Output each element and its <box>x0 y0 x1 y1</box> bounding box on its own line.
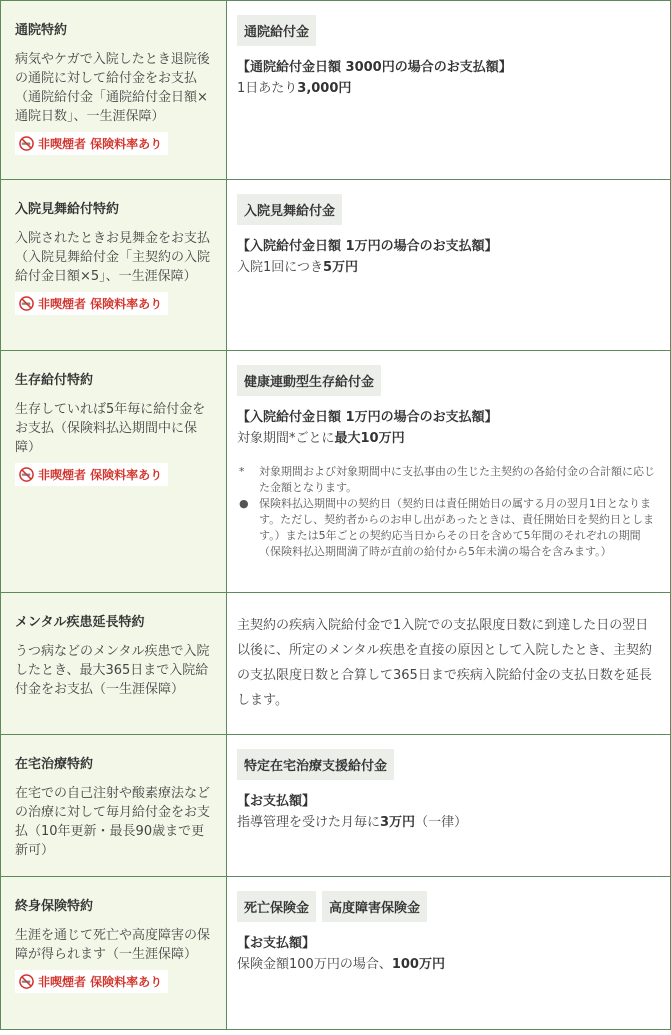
table-row <box>0 180 671 351</box>
payment-heading: 【お支払額】 <box>237 794 316 809</box>
footnote-mark: ● <box>239 497 249 510</box>
rider-description: 在宅での自己注射や酸素療法などの治療に対して毎月給付金をお支払（10年更新・最長90歳まで更新可） <box>15 786 211 858</box>
rider-name-cell <box>1 180 227 350</box>
benefit-cell <box>227 593 670 734</box>
payment-amount: 100万円 <box>391 957 445 972</box>
no-smoking-icon <box>19 467 34 482</box>
payment-prefix: 入院1回につき <box>237 260 324 275</box>
rider-name-cell <box>1 1 227 179</box>
payment-heading: 【入院給付金日額 1万円の場合のお支払額】 <box>237 239 498 254</box>
rider-title: メンタル疾患延長特約 <box>15 615 145 630</box>
table-row <box>0 351 671 593</box>
rider-title: 生存給付特約 <box>15 373 94 388</box>
rider-name-cell <box>1 351 227 592</box>
table-row <box>0 877 671 1030</box>
rider-name-cell <box>1 735 227 876</box>
rider-name-cell <box>1 877 227 1029</box>
payment-heading: 【通院給付金日額 3000円の場合のお支払額】 <box>237 60 512 75</box>
rider-title: 通院特約 <box>15 23 68 38</box>
benefit-cell <box>227 735 670 876</box>
payment-prefix: 1日あたり <box>237 81 298 96</box>
payment-suffix: （一律） <box>415 815 468 830</box>
badge-label: 非喫煙者 保険料率あり <box>38 137 163 151</box>
non-smoker-badge <box>15 132 168 155</box>
rider-name-cell <box>1 593 227 734</box>
payment-value <box>237 953 658 972</box>
benefit-description: 主契約の疾病入院給付金で1入院での支払限度日数に到達した日の翌日以後に、所定のメンタル疾患を直接の原因として入院したとき、主契約の支払限度日数と合算して365日まで疾病入院給付金の支払日数を延長します。 <box>237 618 652 708</box>
payment-value <box>237 77 658 96</box>
payment-value <box>237 256 658 275</box>
benefit-tag: 特定在宅治療支援給付金 <box>237 749 394 780</box>
rider-description: 生涯を通じて死亡や高度障害の保障が得られます（一生涯保障） <box>15 928 211 962</box>
non-smoker-badge <box>15 292 168 315</box>
rider-title: 入院見舞給付特約 <box>15 202 120 217</box>
badge-label: 非喫煙者 保険料率あり <box>38 975 163 989</box>
benefit-cell <box>227 877 670 1029</box>
footnote-text: 保険料払込期間中の契約日（契約日は責任開始日の属する月の翌月1日となります。ただし、契約者からのお申し出があったときは、責任開始日を契約日とします。）または5年ごとの契約応当日からその日を含めて5年間のそれぞれの期間（保険料払込期間満了時が直前の給付から5年未満の場合を含みます。） <box>259 497 655 558</box>
footnote <box>237 496 658 560</box>
table-row <box>0 0 671 180</box>
rider-description: 病気やケガで入院したとき退院後の通院に対して給付金をお支払（通院給付金「通院給付金日額×通院日数」、一生涯保障） <box>15 52 210 124</box>
benefit-tag: 入院見舞給付金 <box>237 194 342 225</box>
no-smoking-icon <box>19 974 34 989</box>
benefit-tag: 高度障害保険金 <box>322 891 427 922</box>
rider-description: うつ病などのメンタル疾患で入院したとき、最大365日まで入院給付金をお支払（一生涯保障） <box>15 644 210 697</box>
benefit-cell <box>227 180 670 350</box>
rider-title: 終身保険特約 <box>15 899 94 914</box>
rider-description: 生存していれば5年毎に給付金をお支払（保険料払込期間中に保障） <box>15 402 206 455</box>
benefit-cell <box>227 351 670 592</box>
benefit-tag: 死亡保険金 <box>237 891 316 922</box>
no-smoking-icon <box>19 136 34 151</box>
payment-value <box>237 427 658 446</box>
payment-prefix: 対象期間*ごとに <box>237 431 335 446</box>
payment-amount: 3万円 <box>380 815 416 830</box>
non-smoker-badge <box>15 970 168 993</box>
payment-prefix: 保険金額100万円の場合、 <box>237 957 392 972</box>
payment-amount: 5万円 <box>323 260 359 275</box>
payment-value <box>237 811 658 830</box>
benefit-tag: 通院給付金 <box>237 15 316 46</box>
benefit-cell <box>227 1 670 179</box>
non-smoker-badge <box>15 463 168 486</box>
table-row <box>0 735 671 877</box>
badge-label: 非喫煙者 保険料率あり <box>38 468 163 482</box>
footnote <box>237 464 658 496</box>
no-smoking-icon <box>19 296 34 311</box>
rider-title: 在宅治療特約 <box>15 757 94 772</box>
payment-prefix: 指導管理を受けた月毎に <box>237 815 381 830</box>
benefit-tag: 健康連動型生存給付金 <box>237 365 381 396</box>
payment-amount: 3,000円 <box>297 81 352 96</box>
payment-heading: 【お支払額】 <box>237 936 316 951</box>
table-row <box>0 593 671 735</box>
payment-amount: 最大10万円 <box>334 431 405 446</box>
rider-description: 入院されたときお見舞金をお支払（入院見舞給付金「主契約の入院給付金日額×5」、一生涯保障） <box>15 231 211 284</box>
footnote-mark: * <box>239 465 245 478</box>
footnotes <box>237 464 658 560</box>
footnote-text: 対象期間および対象期間中に支払事由の生じた主契約の各給付金の合計額に応じた金額となります。 <box>259 465 655 494</box>
badge-label: 非喫煙者 保険料率あり <box>38 297 163 311</box>
payment-heading: 【入院給付金日額 1万円の場合のお支払額】 <box>237 410 498 425</box>
